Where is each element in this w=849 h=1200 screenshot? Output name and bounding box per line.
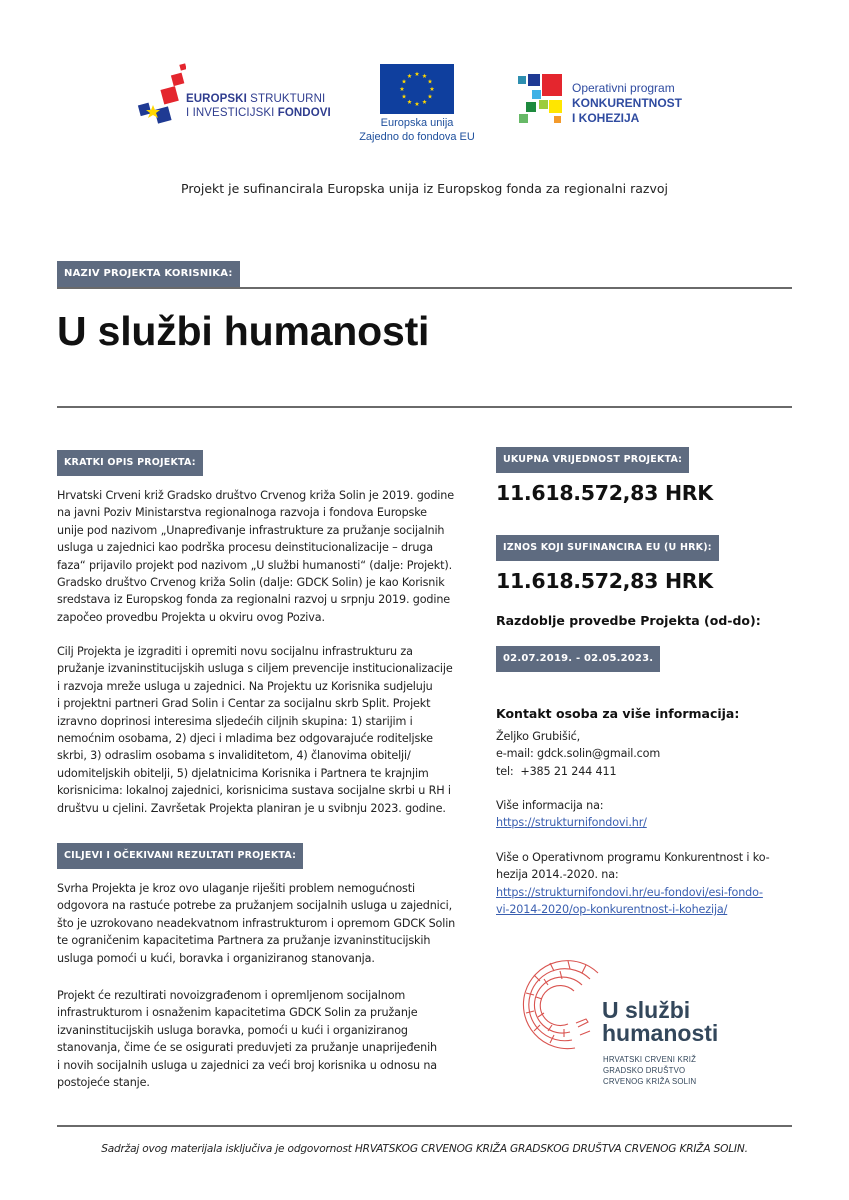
more-info — [496, 797, 796, 832]
esif-text-2: I INVESTICIJSKI — [186, 107, 275, 119]
op-info-text-1: Više o Operativnom programu Konkurentnost i ko- — [496, 851, 770, 864]
text-line: započeo provedbu Projekta u okviru ovog Poziva. — [57, 610, 325, 624]
text-line: nemoćnim osobama, 2) djeci i mladima bez odgovarajuće roditeljske — [57, 732, 433, 746]
logo-name-line-2: humanosti — [602, 1020, 719, 1046]
esif-text-bold-1: EUROPSKI — [186, 93, 247, 105]
text-line: sredstava iz Europskog fonda za regionalni razvoj u srpnju 2019. godine — [57, 593, 450, 607]
op-info-text-2: hezija 2014.-2020. na: — [496, 868, 619, 882]
goals-paragraph-2 — [57, 987, 457, 1091]
text-line: izravno doprinosi interesima sljedećih ciljnih skupina: 1) starijim i — [57, 714, 413, 728]
text-line: korisnicima: lokalnoj zajednici, korisnicima sustava socijalne skrbi u RH i — [57, 784, 451, 798]
text-line: na javni Poziv Ministarstva regionalnoga razvoja i fondova Europske — [57, 506, 427, 520]
eu-cofinanced-amount: 11.618.572,83 HRK — [496, 569, 713, 593]
total-value-label: UKUPNA VRIJEDNOST PROJEKTA: — [496, 447, 689, 473]
text-line: usluga pomoći u kući, boravka i organiziranog stanovanja. — [57, 951, 375, 965]
contact-phone: tel: +385 21 244 411 — [496, 764, 617, 778]
divider-title — [57, 406, 792, 408]
divider-top — [57, 287, 792, 289]
eu-logo — [352, 62, 482, 148]
text-line: izvaninstitucijskih usluga boravka, pomoći u kući i organiziranog — [57, 1023, 408, 1037]
total-value-amount: 11.618.572,83 HRK — [496, 481, 713, 505]
text-line: unije pod nazivom „Unapređivanje infrastrukture za pružanje socijalnih — [57, 523, 445, 537]
text-line: Gradsko društvo Crvenog križa Solin (dalje: GDCK Solin) je kao Korisnik — [57, 576, 445, 590]
contact-name: Željko Grubišić, — [496, 730, 581, 743]
op-text-3: I KOHEZIJA — [572, 111, 640, 125]
short-description-paragraph-2 — [57, 643, 457, 817]
text-line: pružanje izvaninstitucijskih usluga s ciljem prevencije institucionalizacije — [57, 662, 453, 676]
text-line: Cilj Projekta je izgraditi i opremiti novu socijalnu infrastrukturu za — [57, 645, 413, 658]
eu-flag-icon — [380, 64, 454, 114]
text-line: te ograničenim kapacitetima Partnera za pružanje izvaninstitucijskih — [57, 934, 431, 948]
text-line: skrbi, 3) odraslim osobama s invaliditetom, 4) članovima obitelji/ — [57, 749, 411, 763]
more-info-link[interactable]: https://strukturnifondovi.hr/ — [496, 816, 647, 830]
op-info — [496, 849, 796, 919]
text-line: i razvoja mreže usluga u zajednici. Na Projektu uz Korisnika sudjeluju — [57, 679, 433, 693]
short-description-label: KRATKI OPIS PROJEKTA: — [57, 450, 203, 476]
text-line: i projektni partneri Grad Solin i Centar za socijalnu skrb Split. Projekt — [57, 697, 431, 711]
goals-paragraph-1 — [57, 880, 457, 967]
goals-label: CILJEVI I OČEKIVANI REZULTATI PROJEKTA: — [57, 843, 303, 869]
contact-details — [496, 728, 796, 780]
text-line: udomiteljskih obitelji, 5) djelatnicima Korisnika i Partnera te krajnjim — [57, 766, 429, 780]
eu-caption-1: Europska unija — [380, 117, 454, 129]
op-text-2: KONKURENTNOST — [572, 96, 682, 110]
cofinancing-statement: Projekt je sufinancirala Europska unija iz Europskog fonda za regionalni razvoj — [181, 181, 668, 196]
text-line: što je uzrokovano neadekvatnom infrastrukturom i opremom GDCK Solin — [57, 916, 456, 930]
op-info-link[interactable]: https://strukturnifondovi.hr/eu-fondovi/esi-fondo- — [496, 885, 763, 899]
project-name-label: NAZIV PROJEKTA KORISNIKA: — [57, 261, 240, 287]
text-line: stanovanja, čime će se osigurati preduvjeti za pružanje unaprijeđenih — [57, 1041, 437, 1055]
text-line: Hrvatski Crveni križ Gradsko društvo Crvenog križa Solin je 2019. godine — [57, 489, 454, 502]
project-title: U službi humanosti — [57, 308, 430, 354]
logo-name-line-1: U službi — [602, 997, 691, 1023]
esif-text-bold-2: FONDOVI — [277, 107, 331, 119]
text-line: usluga u zajednici kao podrška procesu deinstitucionalizacije – druga — [57, 541, 433, 555]
arc-emblem-icon — [520, 955, 610, 1055]
divider-footer — [57, 1125, 792, 1127]
eu-caption-2: Zajedno do fondova EU — [359, 131, 475, 143]
text-line: Svrha Projekta je kroz ovo ulaganje riješiti problem nemogućnosti — [57, 882, 415, 895]
u-sluzbi-humanosti-logo — [520, 955, 750, 1095]
text-line: društvu u cjelini. Završetak Projekta planiran je u svibnju 2023. godine. — [57, 801, 446, 815]
text-line: faza“ prijavilo projekt pod nazivom „U službi humanosti“ (dalje: Projekt). — [57, 558, 452, 572]
logo-sub-line-1: HRVATSKI CRVENI KRIŽ — [603, 1055, 697, 1064]
period-value: 02.07.2019. - 02.05.2023. — [496, 646, 660, 672]
text-line: i novih socijalnih usluga u zajednici za veći broj korisnika u odnosu na — [57, 1058, 438, 1072]
logo-sub-line-2: GRADSKO DRUŠTVO — [603, 1066, 686, 1075]
esif-squares-icon — [136, 62, 186, 132]
text-line: Projekt će rezultirati novoizgrađenom i opremljenom socijalnom — [57, 989, 406, 1002]
more-info-text: Više informacija na: — [496, 799, 604, 812]
op-text-1: Operativni program — [572, 81, 675, 95]
short-description-paragraph-1 — [57, 487, 457, 626]
op-logo — [516, 72, 716, 134]
op-info-link-continued[interactable]: vi-2014-2020/op-konkurentnost-i-kohezija/ — [496, 903, 728, 917]
eu-cofinanced-label: IZNOS KOJI SUFINANCIRA EU (U HRK): — [496, 535, 719, 561]
logo-sub-line-3: CRVENOG KRIŽA SOLIN — [603, 1077, 697, 1086]
text-line: odgovora na rastuće potrebe za pružanjem socijalnih usluga u zajednici, — [57, 899, 452, 913]
contact-heading: Kontakt osoba za više informacija: — [496, 706, 740, 721]
text-line: infrastrukturom i osnaženim kapacitetima GDCK Solin za pružanje — [57, 1006, 418, 1020]
text-line: postojeće stanje. — [57, 1076, 150, 1090]
period-heading: Razdoblje provedbe Projekta (od-do): — [496, 613, 761, 628]
footer-disclaimer: Sadržaj ovog materijala isključiva je odgovornost HRVATSKOG CRVENOG KRIŽA GRADSKOG DRUŠTVA CRVENOG KRIŽA SOLIN. — [101, 1143, 748, 1155]
op-squares-icon — [516, 72, 566, 132]
contact-email: e-mail: gdck.solin@gmail.com — [496, 747, 661, 761]
esif-text-1: STRUKTURNI — [250, 93, 326, 105]
esif-logo — [136, 62, 356, 132]
